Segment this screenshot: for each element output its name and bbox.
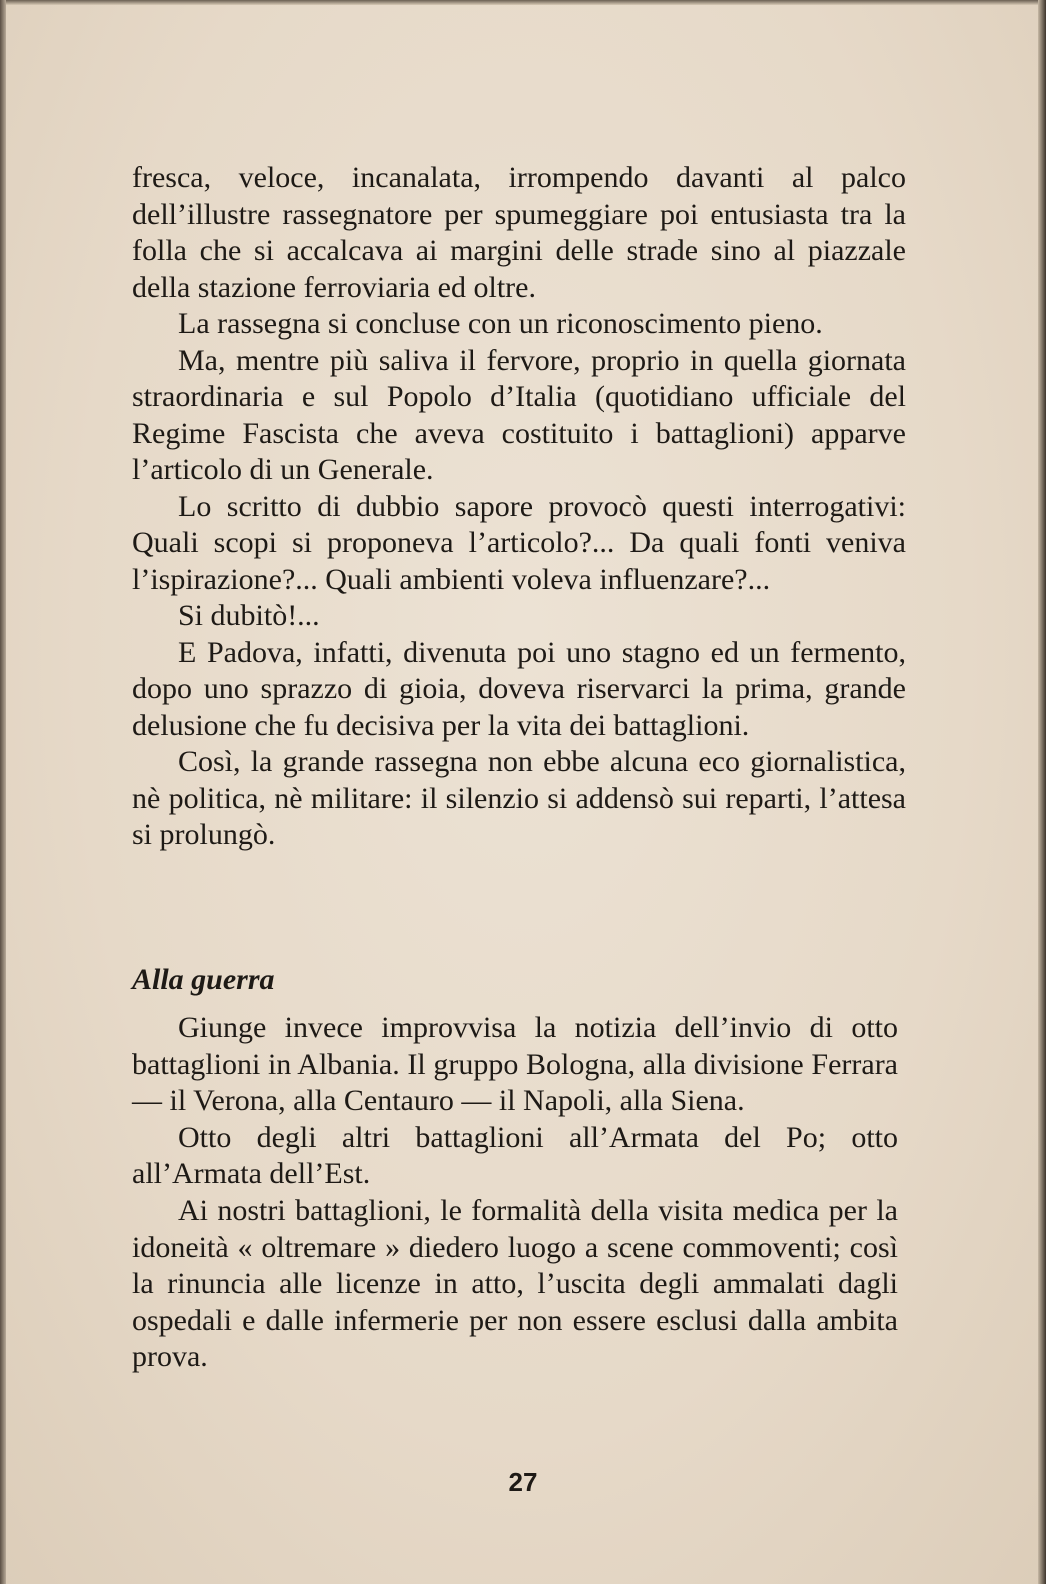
paragraph: Si dubitò!... (178, 599, 320, 632)
paragraph-continuation: fresca, veloce, incanalata, irrompendo davanti al palco dell’illustre rassegnatore per spumeggiare poi entusiasta tra la folla che si accalcava ai margini delle strade sino al piazzale della stazione ferroviaria ed oltre. (132, 161, 906, 304)
paragraph: Giunge invece improvvisa la notizia dell’invio di otto battaglioni in Albania. Il gruppo Bologna, alla divisione Ferrara — il Verona, alla Centauro — il Napoli, alla Siena. (132, 1011, 898, 1118)
paragraph: E Padova, infatti, divenuta poi uno stagno ed un fermento, dopo uno sprazzo di gioia, doveva riservarci la prima, grande delusione che fu decisiva per la vita dei battaglioni. (132, 635, 906, 742)
page-number: 27 (508, 1467, 538, 1497)
paragraph: Ai nostri battaglioni, le formalità della visita medica per la idoneità « oltremare » diedero luogo a scene commoventi; così la rinuncia alle licenze in atto, l’uscita degli ammalati dagli ospedali e dalle infermerie per non essere esclusi dalla ambita prova. (132, 1193, 898, 1374)
paragraph: Ma, mentre più saliva il fervore, proprio in quella giornata straordinaria e sul Popolo d’Italia (quotidiano ufficiale del Regime Fascista che aveva costituito i battaglioni) apparve l’articolo di un Generale. (132, 343, 906, 486)
paragraph: La rassegna si concluse con un riconoscimento pieno. (178, 307, 823, 340)
page-right-edge (1038, 0, 1046, 1584)
paragraph: Così, la grande rassegna non ebbe alcuna eco giornalistica, nè politica, nè militare: il silenzio si addensò sui reparti, l’attesa si prolungò. (132, 745, 906, 851)
paragraph: Otto degli altri battaglioni all’Armata del Po; otto all’Armata dell’Est. (132, 1120, 898, 1191)
section-heading: Alla guerra (132, 963, 275, 996)
body-text (132, 160, 906, 854)
paragraph: Lo scritto di dubbio sapore provocò questi interrogativi: Quali scopi si proponeva l’articolo?... Da quali fonti veniva l’ispirazione?... Quali ambienti voleva influenzare?... (132, 489, 906, 596)
section-text (132, 1010, 898, 1376)
page-left-edge (0, 0, 6, 1584)
page-top-edge (0, 0, 1046, 5)
